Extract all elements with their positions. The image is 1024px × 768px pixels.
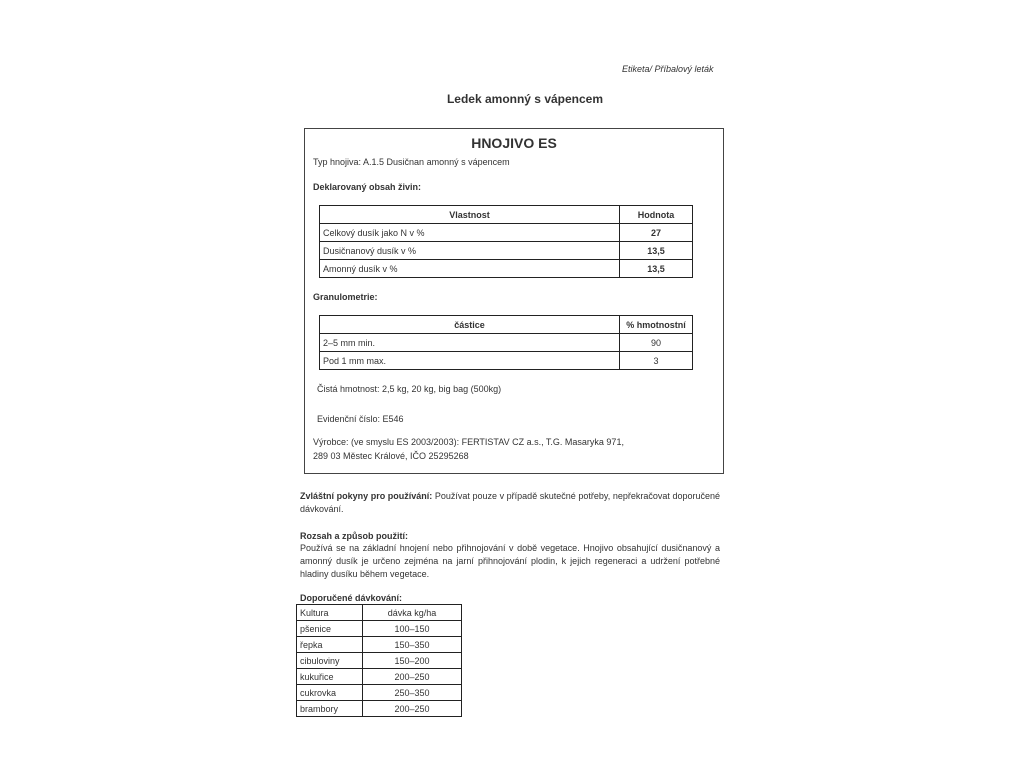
special-instructions-text: Používat pouze v případě skutečné potřeby, nepřekračovat doporučené dávkování. xyxy=(300,491,720,514)
label-box-title: HNOJIVO ES xyxy=(471,135,557,151)
table-cell: 13,5 xyxy=(620,242,693,260)
table-header-row xyxy=(320,316,693,334)
document-title: Ledek amonný s vápencem xyxy=(446,92,604,106)
column-header: částice xyxy=(320,316,620,334)
dosage-table xyxy=(296,604,462,717)
table-cell: 150–350 xyxy=(363,637,462,653)
manufacturer-line-1: Výrobce: (ve smyslu ES 2003/2003): FERTISTAV CZ a.s., T.G. Masaryka 971, xyxy=(313,437,624,447)
table-cell: 250–350 xyxy=(363,685,462,701)
table-header-row xyxy=(320,206,693,224)
table-row xyxy=(320,260,693,278)
table-cell: 90 xyxy=(620,334,693,352)
table-cell: brambory xyxy=(297,701,363,717)
table-header-row xyxy=(297,605,462,621)
manufacturer-line-2: 289 03 Městec Králové, IČO 25295268 xyxy=(313,451,469,461)
registration-number: Evidenční číslo: E546 xyxy=(317,414,404,424)
granulometry-table xyxy=(319,315,693,370)
table-row xyxy=(297,701,462,717)
table-cell: cukrovka xyxy=(297,685,363,701)
table-cell: 100–150 xyxy=(363,621,462,637)
fertilizer-type: Typ hnojiva: A.1.5 Dusičnan amonný s vápencem xyxy=(313,157,510,167)
dosage-heading: Doporučené dávkování: xyxy=(300,593,403,603)
table-row xyxy=(297,637,462,653)
label-box xyxy=(304,128,724,474)
table-cell: 200–250 xyxy=(363,701,462,717)
table-row xyxy=(297,669,462,685)
table-cell: 13,5 xyxy=(620,260,693,278)
column-header: % hmotnostní xyxy=(620,316,693,334)
scope-heading: Rozsah a způsob použití: xyxy=(300,531,408,541)
table-cell: řepka xyxy=(297,637,363,653)
table-row xyxy=(320,224,693,242)
table-row xyxy=(297,685,462,701)
granulometry-heading: Granulometrie: xyxy=(313,292,378,302)
nutrients-table xyxy=(319,205,693,278)
table-cell: 150–200 xyxy=(363,653,462,669)
scope-text: Používá se na základní hnojení nebo přihnojování v době vegetace. Hnojivo obsahující dusičnanový a amonný dusík je určeno zejména na jarní přihnojování plodin, k jejich regeneraci a udržení potřebné hladiny dusíku během vegetace. xyxy=(300,543,720,579)
table-cell: Amonný dusík v % xyxy=(320,260,620,278)
table-row xyxy=(320,334,693,352)
column-header: Hodnota xyxy=(620,206,693,224)
table-cell: 2–5 mm min. xyxy=(320,334,620,352)
table-cell: Celkový dusík jako N v % xyxy=(320,224,620,242)
table-cell: pšenice xyxy=(297,621,363,637)
table-cell: Dusičnanový dusík v % xyxy=(320,242,620,260)
net-weight: Čistá hmotnost: 2,5 kg, 20 kg, big bag (500kg) xyxy=(317,384,502,394)
column-header: Vlastnost xyxy=(320,206,620,224)
special-instructions-label: Zvláštní pokyny pro používání: xyxy=(300,491,433,501)
table-cell: 200–250 xyxy=(363,669,462,685)
table-cell: Pod 1 mm max. xyxy=(320,352,620,370)
table-row xyxy=(297,621,462,637)
table-cell: cibuloviny xyxy=(297,653,363,669)
table-cell: kukuřice xyxy=(297,669,363,685)
column-header: Kultura xyxy=(297,605,363,621)
special-instructions xyxy=(300,490,720,516)
table-cell: 3 xyxy=(620,352,693,370)
table-row xyxy=(297,653,462,669)
document-type-label: Etiketa/ Příbalový leták xyxy=(622,64,714,74)
table-row xyxy=(320,242,693,260)
nutrients-heading: Deklarovaný obsah živin: xyxy=(313,182,422,192)
table-row xyxy=(320,352,693,370)
column-header: dávka kg/ha xyxy=(363,605,462,621)
table-cell: 27 xyxy=(620,224,693,242)
